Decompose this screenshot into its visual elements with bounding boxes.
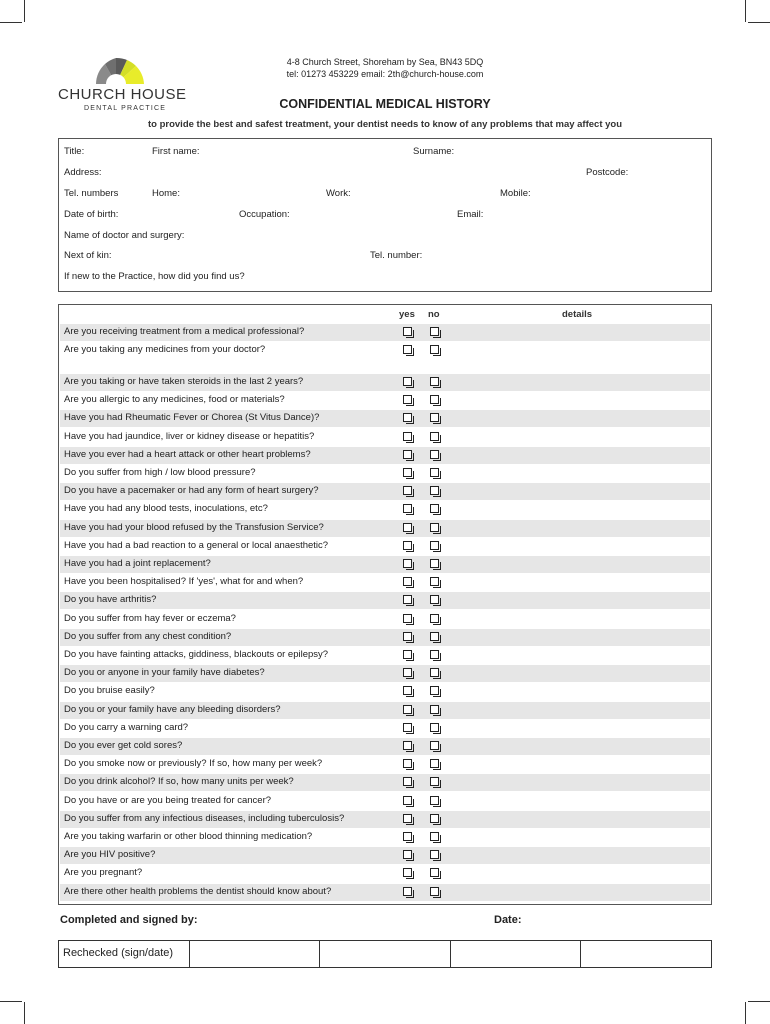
question-text: Have you had a joint replacement? <box>64 558 211 569</box>
recheck-cell[interactable] <box>319 941 449 967</box>
yes-checkbox[interactable] <box>403 614 412 623</box>
yes-checkbox[interactable] <box>403 432 412 441</box>
question-row <box>60 793 710 810</box>
question-text: Have you had a bad reaction to a general or local anaesthetic? <box>64 539 329 551</box>
no-checkbox[interactable] <box>430 345 439 354</box>
question-text: Do you bruise easily? <box>64 685 155 697</box>
question-row <box>60 374 710 391</box>
question-row <box>60 647 710 664</box>
practice-address: 4-8 Church Street, Shoreham by Sea, BN43 5DQ <box>286 57 484 67</box>
recheck-cell[interactable] <box>580 941 711 967</box>
yes-checkbox[interactable] <box>403 468 412 477</box>
question-text: Have you had any blood tests, inoculations, etc? <box>64 503 268 515</box>
question-text: Have you had your blood refused by the Transfusion Service? <box>64 521 324 533</box>
question-row <box>60 738 710 755</box>
email-field[interactable]: Email: <box>457 209 484 220</box>
question-text: Are you receiving treatment from a medical professional? <box>64 326 305 337</box>
question-row <box>60 465 710 482</box>
question-row <box>60 483 710 500</box>
address-field[interactable]: Address: <box>64 167 102 178</box>
form-subtitle: to provide the best and safest treatment, your dentist needs to know of any problems that may affect you <box>147 119 623 130</box>
question-row <box>60 429 710 446</box>
question-row <box>60 611 710 628</box>
question-row <box>60 556 710 573</box>
yes-checkbox[interactable] <box>403 887 412 896</box>
question-row <box>60 392 710 409</box>
form-title: CONFIDENTIAL MEDICAL HISTORY <box>279 97 491 111</box>
no-checkbox[interactable] <box>430 432 439 441</box>
no-checkbox[interactable] <box>430 486 439 495</box>
rechecked-row <box>58 940 712 968</box>
no-checkbox[interactable] <box>430 705 439 714</box>
yes-checkbox[interactable] <box>403 504 412 513</box>
yes-checkbox[interactable] <box>403 632 412 641</box>
home-tel-field[interactable]: Home: <box>152 188 180 199</box>
recheck-cell[interactable] <box>189 941 319 967</box>
yes-checkbox[interactable] <box>403 723 412 732</box>
question-text: Are you taking or have taken steroids in the last 2 years? <box>64 376 304 387</box>
question-text: Do you suffer from hay fever or eczema? <box>64 612 236 624</box>
question-text: Do you suffer from any infectious diseases, including tuberculosis? <box>64 812 345 824</box>
yes-checkbox[interactable] <box>403 686 412 695</box>
crop-mark <box>745 1002 746 1024</box>
no-header: no <box>428 309 440 320</box>
yes-checkbox[interactable] <box>403 595 412 604</box>
question-text: Do you have or are you being treated for cancer? <box>64 794 272 806</box>
question-row <box>60 574 710 591</box>
no-checkbox[interactable] <box>430 887 439 896</box>
question-text: Have you ever had a heart attack or other heart problems? <box>64 448 311 460</box>
practice-contact: tel: 01273 453229 email: 2th@church-house.com <box>286 69 484 79</box>
crop-mark <box>748 22 770 23</box>
no-checkbox[interactable] <box>430 413 439 422</box>
no-checkbox[interactable] <box>430 504 439 513</box>
no-checkbox[interactable] <box>430 668 439 677</box>
question-text: Do you smoke now or previously? If so, how many per week? <box>64 758 323 770</box>
no-checkbox[interactable] <box>430 832 439 841</box>
question-row <box>60 720 710 737</box>
no-checkbox[interactable] <box>430 595 439 604</box>
question-row <box>60 865 710 882</box>
question-row <box>60 501 710 518</box>
no-checkbox[interactable] <box>430 450 439 459</box>
no-checkbox[interactable] <box>430 632 439 641</box>
crop-mark <box>745 0 746 22</box>
question-text: Do you carry a warning card? <box>64 721 189 733</box>
yes-checkbox[interactable] <box>403 850 412 859</box>
no-checkbox[interactable] <box>430 850 439 859</box>
yes-checkbox[interactable] <box>403 395 412 404</box>
question-text: Do you drink alcohol? If so, how many units per week? <box>64 776 294 788</box>
question-text: Do you suffer from any chest condition? <box>64 630 232 642</box>
crop-mark <box>24 1002 25 1024</box>
no-checkbox[interactable] <box>430 468 439 477</box>
no-checkbox[interactable] <box>430 759 439 768</box>
question-row <box>60 683 710 700</box>
crop-mark <box>0 1001 22 1002</box>
question-text: Have you had jaundice, liver or kidney disease or hepatitis? <box>64 430 315 442</box>
question-row <box>60 410 710 427</box>
question-text: Do you suffer from high / low blood pressure? <box>64 467 256 478</box>
question-row <box>60 756 710 773</box>
no-checkbox[interactable] <box>430 327 439 336</box>
no-checkbox[interactable] <box>430 777 439 786</box>
question-text: Are you HIV positive? <box>64 849 156 861</box>
question-row <box>60 342 710 359</box>
mobile-field[interactable]: Mobile: <box>500 188 531 199</box>
yes-checkbox[interactable] <box>403 705 412 714</box>
date-label: Date: <box>494 914 522 926</box>
yes-checkbox[interactable] <box>403 650 412 659</box>
postcode-field[interactable]: Postcode: <box>586 167 629 178</box>
no-checkbox[interactable] <box>430 814 439 823</box>
no-checkbox[interactable] <box>430 868 439 877</box>
yes-checkbox[interactable] <box>403 523 412 532</box>
no-checkbox[interactable] <box>430 723 439 732</box>
question-text: Do you have a pacemaker or had any form of heart surgery? <box>64 485 319 497</box>
tel-numbers-label: Tel. numbers <box>64 188 119 199</box>
question-text: Are you taking warfarin or other blood thinning medication? <box>64 831 313 842</box>
question-row <box>60 324 710 341</box>
dob-field[interactable]: Date of birth: <box>64 209 119 220</box>
question-text: Are there other health problems the dentist should know about? <box>64 885 332 897</box>
question-row <box>60 629 710 646</box>
yes-checkbox[interactable] <box>403 814 412 823</box>
question-text: Do you or anyone in your family have diabetes? <box>64 667 265 679</box>
no-checkbox[interactable] <box>430 577 439 586</box>
question-row <box>60 702 710 719</box>
no-checkbox[interactable] <box>430 541 439 550</box>
question-text: Do you or your family have any bleeding disorders? <box>64 703 281 715</box>
yes-header: yes <box>399 309 415 320</box>
yes-checkbox[interactable] <box>403 741 412 750</box>
no-checkbox[interactable] <box>430 686 439 695</box>
logo-fan-icon <box>58 56 198 86</box>
title-field[interactable]: Title: <box>64 146 85 157</box>
next-of-kin-field[interactable]: Next of kin: <box>64 250 112 261</box>
yes-checkbox[interactable] <box>403 413 412 422</box>
doctor-field[interactable]: Name of doctor and surgery: <box>64 230 185 241</box>
kin-tel-field[interactable]: Tel. number: <box>370 250 423 261</box>
question-row <box>60 829 710 846</box>
question-text: Have you had Rheumatic Fever or Chorea (St Vitus Dance)? <box>64 412 320 424</box>
logo-subtitle: DENTAL PRACTICE <box>84 105 167 112</box>
yes-checkbox[interactable] <box>403 832 412 841</box>
question-row <box>60 847 710 864</box>
no-checkbox[interactable] <box>430 614 439 623</box>
yes-checkbox[interactable] <box>403 668 412 677</box>
yes-checkbox[interactable] <box>403 559 412 568</box>
yes-checkbox[interactable] <box>403 759 412 768</box>
question-text: Are you allergic to any medicines, food or materials? <box>64 394 285 406</box>
yes-checkbox[interactable] <box>403 796 412 805</box>
details-header: details <box>562 309 593 320</box>
question-text: Do you ever get cold sores? <box>64 740 183 751</box>
question-text: Do you have arthritis? <box>64 594 157 606</box>
question-text: Are you pregnant? <box>64 867 143 879</box>
no-checkbox[interactable] <box>430 796 439 805</box>
crop-mark <box>0 22 22 23</box>
question-text: Do you have fainting attacks, giddiness, blackouts or epilepsy? <box>64 649 329 660</box>
surname-field[interactable]: Surname: <box>413 146 455 157</box>
first-name-field[interactable]: First name: <box>152 146 200 157</box>
rechecked-label: Rechecked (sign/date) <box>63 947 174 959</box>
recheck-cell[interactable] <box>450 941 580 967</box>
question-row <box>60 447 710 464</box>
patient-details-box <box>58 138 712 292</box>
found-us-field[interactable]: If new to the Practice, how did you find us? <box>64 271 245 282</box>
yes-checkbox[interactable] <box>403 868 412 877</box>
no-checkbox[interactable] <box>430 523 439 532</box>
no-checkbox[interactable] <box>430 395 439 404</box>
no-checkbox[interactable] <box>430 377 439 386</box>
crop-mark <box>748 1001 770 1002</box>
question-row <box>60 884 710 901</box>
question-row <box>60 774 710 791</box>
question-row <box>60 811 710 828</box>
question-row <box>60 592 710 609</box>
question-text: Have you been hospitalised? If 'yes', what for and when? <box>64 576 304 588</box>
question-row <box>60 520 710 537</box>
crop-mark <box>24 0 25 22</box>
yes-checkbox[interactable] <box>403 377 412 386</box>
no-checkbox[interactable] <box>430 559 439 568</box>
no-checkbox[interactable] <box>430 741 439 750</box>
logo-name: CHURCH HOUSE <box>58 86 187 103</box>
yes-checkbox[interactable] <box>403 577 412 586</box>
question-row <box>60 538 710 555</box>
question-text: Are you taking any medicines from your doctor? <box>64 344 266 355</box>
signed-by-label: Completed and signed by: <box>60 914 198 926</box>
occupation-field[interactable]: Occupation: <box>239 209 290 220</box>
yes-checkbox[interactable] <box>403 327 412 336</box>
yes-checkbox[interactable] <box>403 450 412 459</box>
yes-checkbox[interactable] <box>403 486 412 495</box>
yes-checkbox[interactable] <box>403 345 412 354</box>
yes-checkbox[interactable] <box>403 777 412 786</box>
question-row <box>60 665 710 682</box>
yes-checkbox[interactable] <box>403 541 412 550</box>
work-tel-field[interactable]: Work: <box>326 188 351 199</box>
no-checkbox[interactable] <box>430 650 439 659</box>
